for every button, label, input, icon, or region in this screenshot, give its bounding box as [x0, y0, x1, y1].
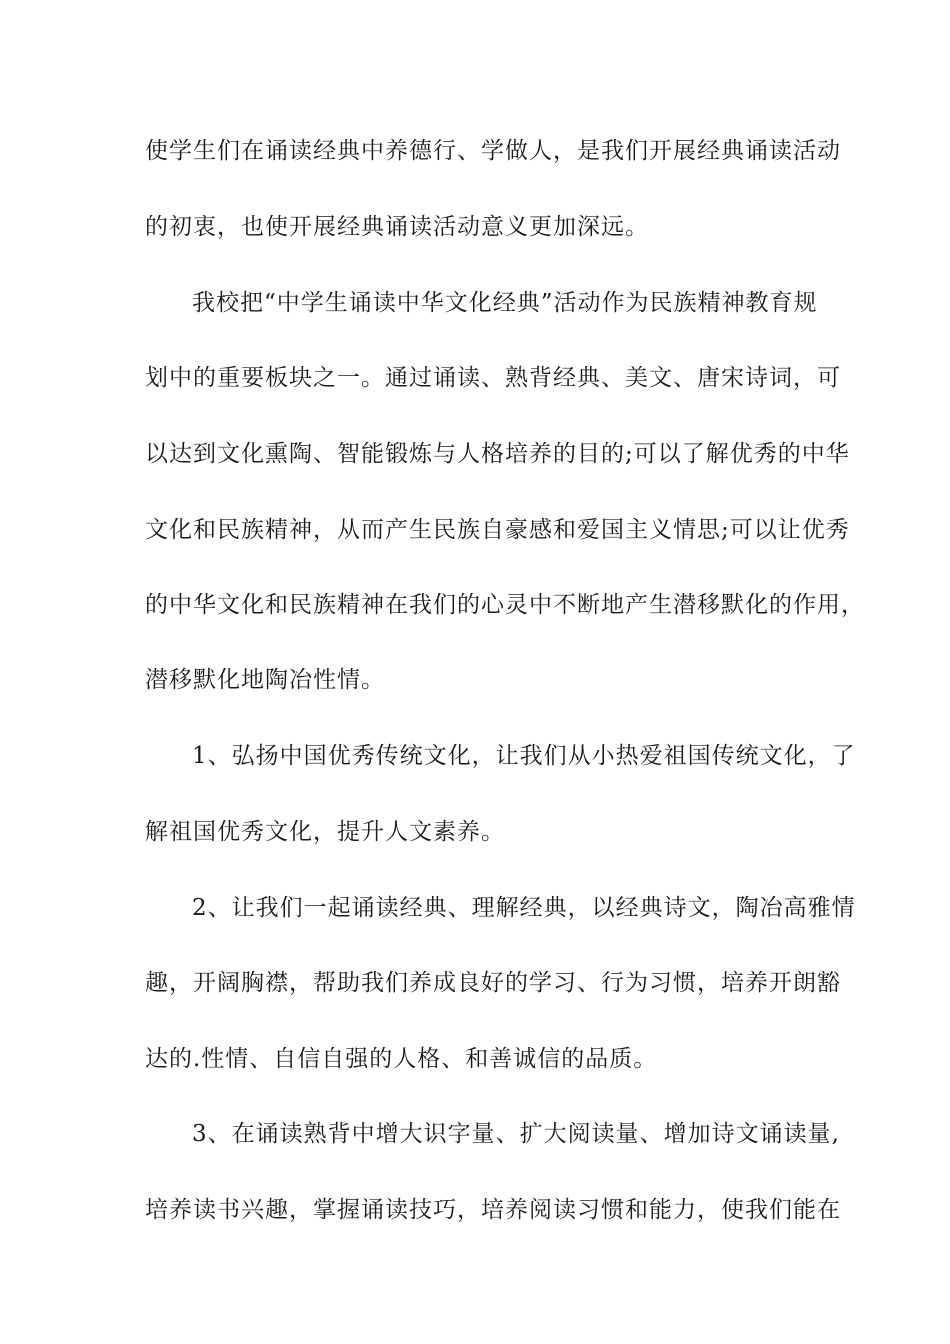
- paragraph-line: 的中华文化和民族精神在我们的心灵中不断地产生潜移默化的作用，: [145, 592, 865, 618]
- paragraph-line: 使学生们在诵读经典中养德行、学做人，是我们开展经典诵读活动: [145, 138, 841, 164]
- list-item-line: 3、在诵读熟背中增大识字量、扩大阅读量、增加诗文诵读量,: [192, 1121, 840, 1147]
- list-item-line: 趣，开阔胸襟，帮助我们养成良好的学习、行为习惯，培养开朗豁: [145, 970, 841, 996]
- paragraph-line: 潜移默化地陶冶性情。: [145, 667, 385, 693]
- paragraph-line: 划中的重要板块之一。通过诵读、熟背经典、美文、唐宋诗词，可: [145, 365, 841, 391]
- list-item-line: 培养读书兴趣，掌握诵读技巧，培养阅读习惯和能力，使我们能在: [145, 1197, 841, 1223]
- paragraph-line: 文化和民族精神，从而产生民族自豪感和爱国主义情思;可以让优秀: [145, 517, 850, 543]
- list-item-line: 解祖国优秀文化，提升人文素养。: [145, 819, 505, 845]
- paragraph-line: 的初衷，也使开展经典诵读活动意义更加深远。: [145, 214, 649, 240]
- list-item-line: 1、弘扬中国优秀传统文化，让我们从小热爱祖国传统文化，了: [192, 743, 856, 769]
- paragraph-line: 我校把“中学生诵读中华文化经典”活动作为民族精神教育规: [192, 290, 818, 316]
- list-item-line: 2、让我们一起诵读经典、理解经典，以经典诗文，陶冶高雅情: [192, 895, 856, 921]
- paragraph-line: 以达到文化熏陶、智能锻炼与人格培养的目的;可以了解优秀的中华: [145, 441, 850, 467]
- list-item-line: 达的.性情、自信自强的人格、和善诚信的品质。: [145, 1046, 658, 1072]
